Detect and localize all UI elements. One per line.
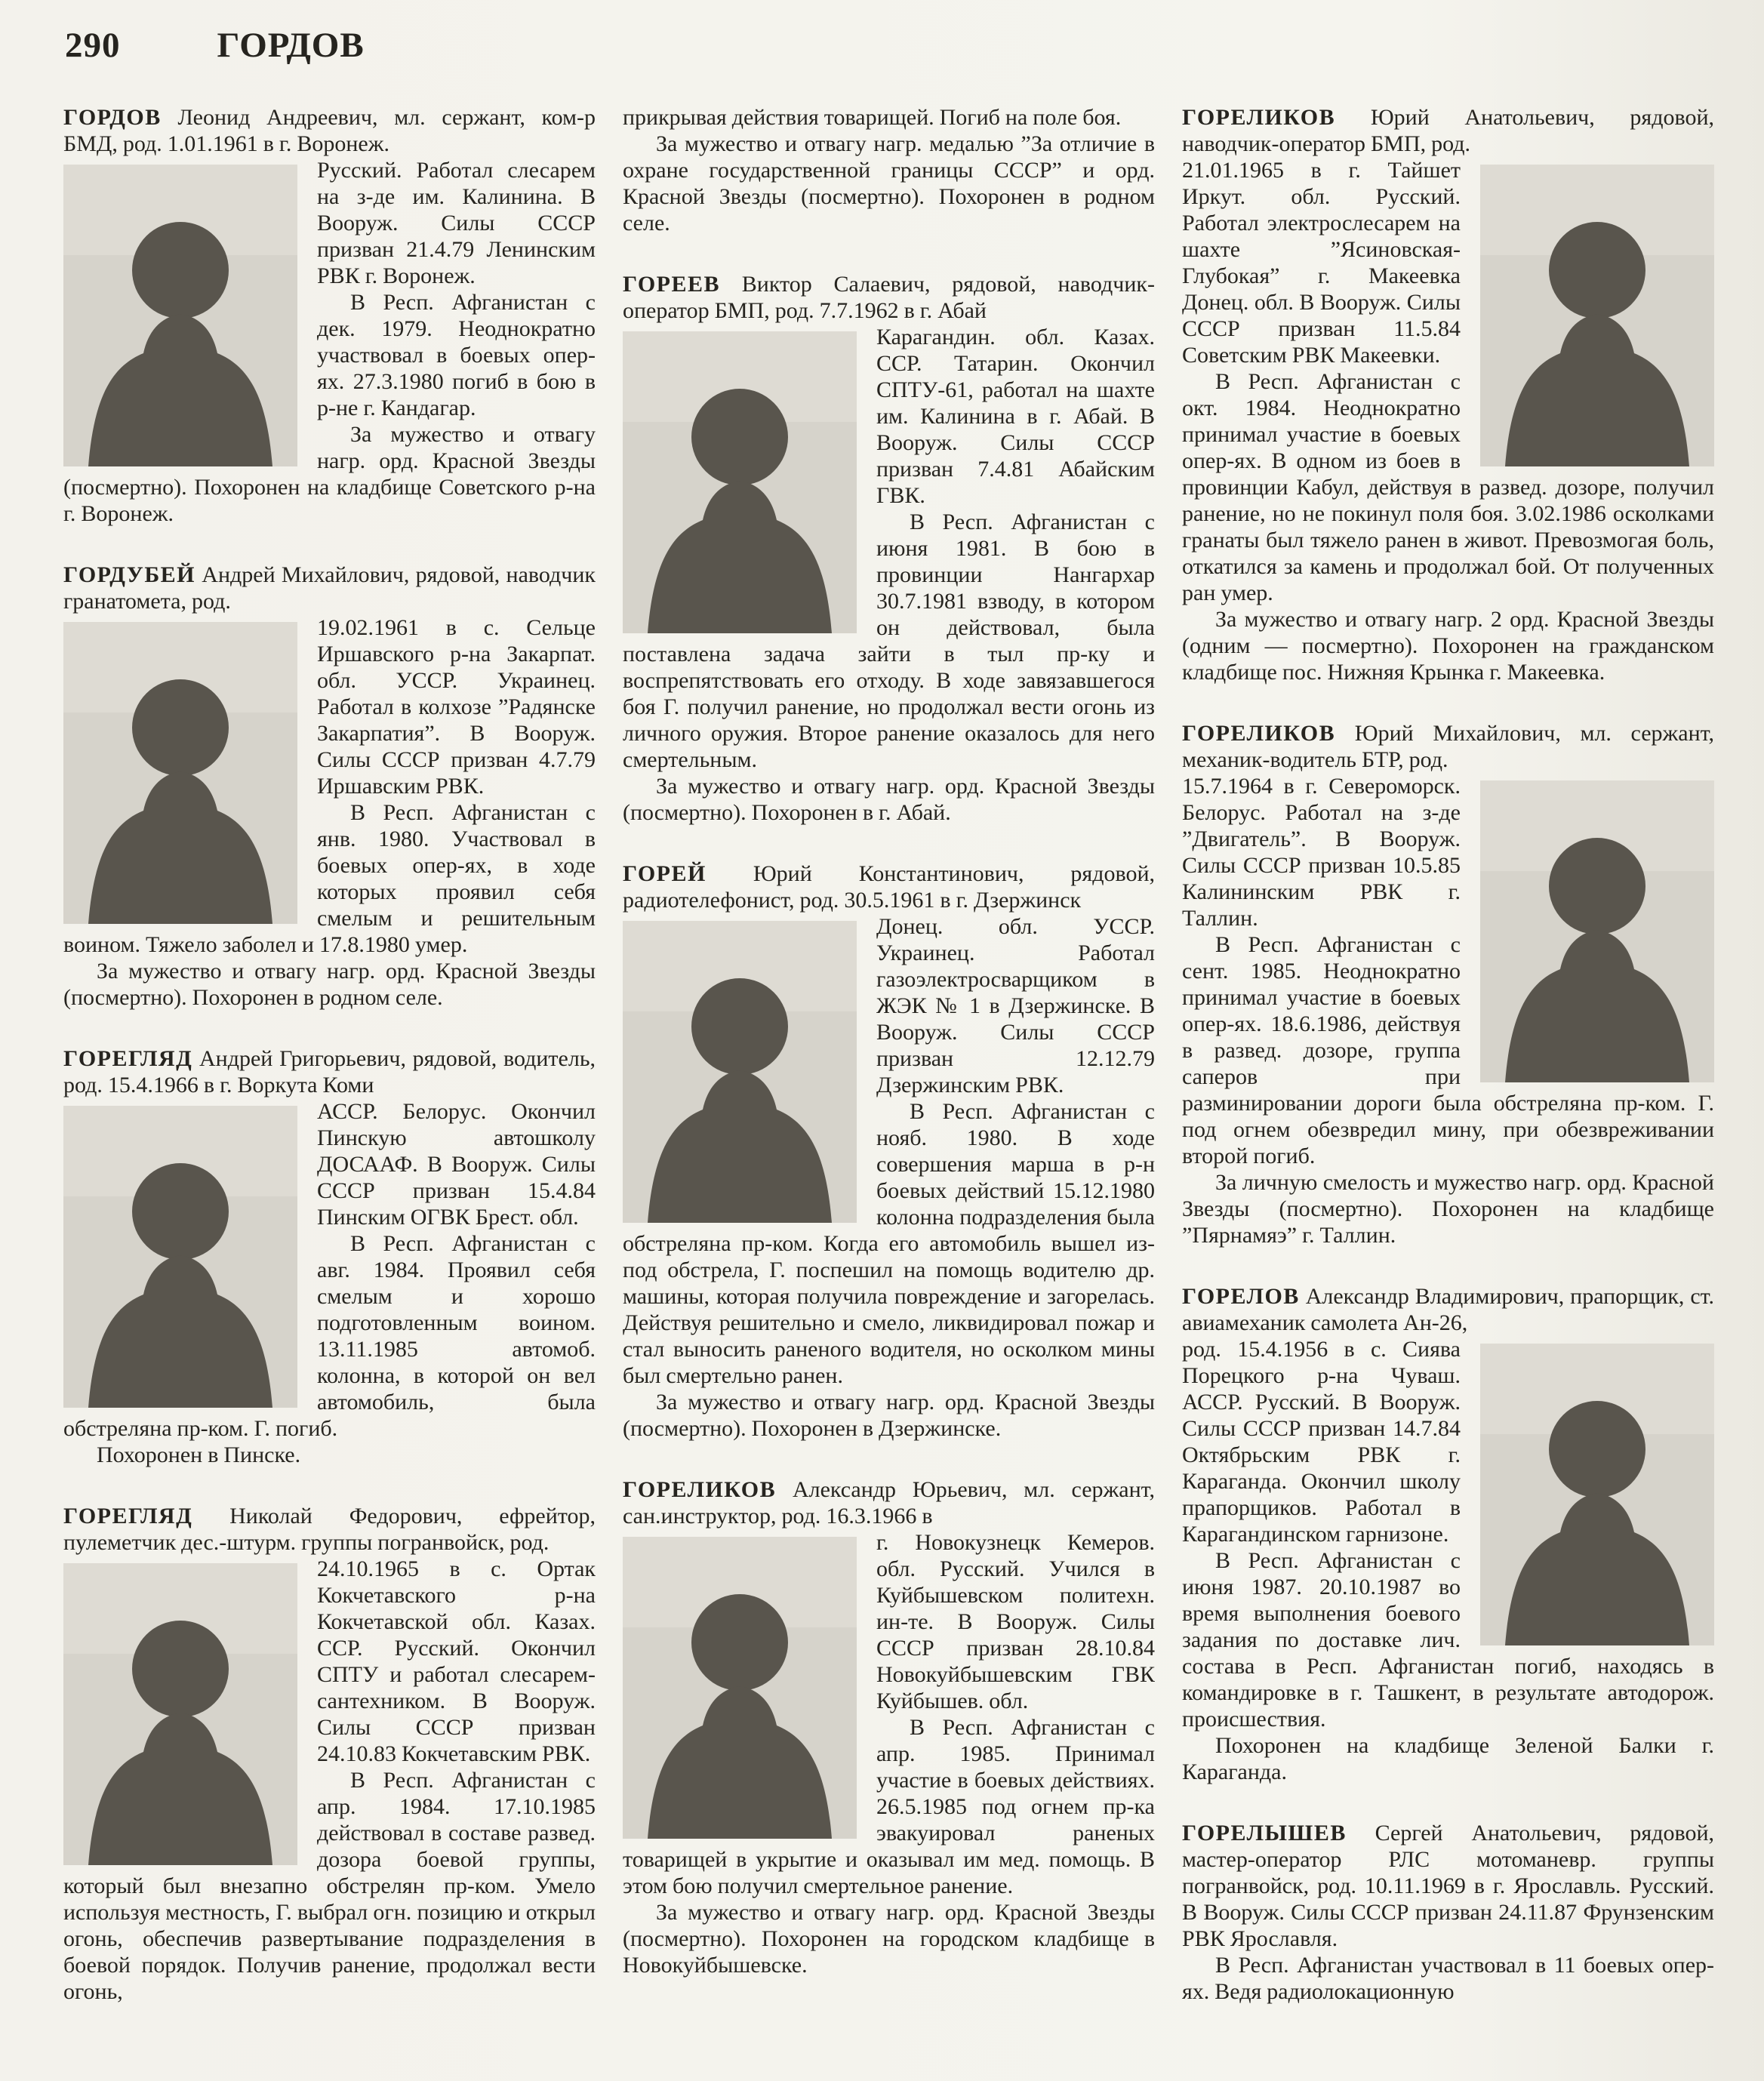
entry-bio-text: Донец. обл. УССР. Украинец. Работал газоэлектросварщиком в ЖЭК № 1 в Дзержинске. В Вооруж. Силы СССР призван 12.12.79 Дзержинским РВК.	[876, 914, 1155, 1097]
portrait-photo	[1480, 780, 1714, 1082]
memorial-entry	[63, 104, 596, 527]
entry-paragraph: В Респ. Афганистан с сент. 1985. Неоднократно принимал участие в боевых опер-ях. 18.6.1986, действуя в развед. дозоре, группа саперов при разминировании дороги была обстреляна пр-ком. Г. под огнем обезвредил мину, при обезвреживании второй погиб.	[1182, 932, 1714, 1168]
entry-lead-text: Андрей Григорьевич, рядовой, водитель, род. 15.4.1966 в г. Воркута Коми	[63, 1046, 596, 1097]
entry-lead-paragraph	[623, 104, 1155, 131]
entry-paragraph: За мужество и отвагу нагр. орд. Красной Звезды (посмертно). Похоронен в г. Абай.	[623, 774, 1155, 825]
entry-bio-text: род. 15.4.1956 в с. Сиява Порецкого р-на Чуваш. АССР. Русский. В Вооруж. Силы СССР призван 14.7.84 Октябрьским РВК г. Караганда. Окончил школу прапорщиков. Работал в Карагандинском гарнизоне.	[1182, 1337, 1461, 1547]
memorial-entry	[623, 860, 1155, 1442]
entry-lead-paragraph	[63, 1045, 596, 1098]
entry-surname: ГОРДУБЕЙ	[63, 562, 195, 587]
entry-paragraph: Похоронен в Пинске.	[97, 1442, 301, 1467]
portrait-silhouette-icon	[1480, 1344, 1714, 1645]
entry-lead-paragraph	[63, 1503, 596, 1556]
portrait-silhouette-icon	[63, 165, 297, 466]
portrait-photo	[623, 331, 857, 633]
entry-surname: ГОРЕЕВ	[623, 272, 721, 297]
column-1	[63, 104, 596, 2005]
portrait-silhouette-icon	[63, 1563, 297, 1865]
entry-paragraph: В Респ. Афганистан с июня 1987. 20.10.1987 во время выполнения боевого задания по доставке лич. состава в Респ. Афганистан погиб, находясь в командировке в г. Ташкент, в результате автодорож. происшествия.	[1182, 1548, 1714, 1732]
entry-bio-text: АССР. Белорус. Окончил Пинскую автошколу ДОСААФ. В Вооруж. Силы СССР призван 15.4.84 Пинским ОГВК Брест. обл.	[317, 1099, 596, 1230]
memorial-entry	[623, 1476, 1155, 1978]
entry-lead-paragraph	[63, 562, 596, 614]
entry-paragraph: В Респ. Афганистан с авг. 1984. Проявил себя смелым и хорошо подготовленным воином. 13.11.1985 автомоб. колонна, в которой он вел автомобиль, была обстреляна пр-ком. Г. погиб.	[63, 1231, 596, 1441]
portrait-silhouette-icon	[1480, 165, 1714, 466]
entry-surname: ГОРЕЛОВ	[1182, 1284, 1300, 1309]
entry-surname: ГОРЕЛЫШЕВ	[1182, 1821, 1347, 1846]
entry-lead-text: Юрий Константинович, рядовой, радиотелефонист, род. 30.5.1961 в г. Дзержинск	[623, 861, 1155, 913]
entry-paragraph: За мужество и отвагу нагр. орд. Красной Звезды (посмертно). Похоронен в родном селе.	[63, 959, 596, 1010]
entry-lead-text: прикрывая действия товарищей. Погиб на поле боя.	[623, 105, 1122, 130]
memorial-entry	[623, 271, 1155, 826]
entry-lead-text: Юрий Михайлович, мл. сержант, механик-водитель БТР, род.	[1182, 721, 1714, 772]
entry-surname: ГОРЕЛИКОВ	[623, 1477, 777, 1502]
portrait-photo	[1480, 1344, 1714, 1645]
entry-lead-paragraph	[623, 860, 1155, 913]
portrait-photo	[63, 1563, 297, 1865]
entry-surname: ГОРЕЛИКОВ	[1182, 721, 1336, 746]
portrait-silhouette-icon	[1480, 780, 1714, 1082]
memorial-entry	[63, 1045, 596, 1468]
entry-surname: ГОРЕЙ	[623, 861, 707, 886]
portrait-photo	[63, 622, 297, 924]
entry-paragraph: Похоронен на кладбище Зеленой Балки г. Караганда.	[1182, 1733, 1714, 1784]
entry-bio-text: 15.7.1964 в г. Североморск. Белорус. Работал на з-де ”Двигатель”. В Вооруж. Силы СССР призван 10.5.85 Калининским РВК г. Таллин.	[1182, 774, 1461, 931]
page-header-row	[65, 26, 1713, 65]
column-3	[1182, 104, 1714, 2005]
entry-bio-text: 21.01.1965 в г. Тайшет Иркут. обл. Русский. Работал электрослесарем на шахте ”Ясиновская-Глубокая” г. Макеевка Донец. обл. В Вооруж. Силы СССР призван 11.5.84 Советским РВК Макеевки.	[1182, 158, 1461, 368]
entry-lead-text: Леонид Андреевич, мл. сержант, ком-р БМД, род. 1.01.1961 в г. Воронеж.	[63, 105, 596, 156]
entry-surname: ГОРЕГЛЯД	[63, 1046, 193, 1071]
portrait-photo	[63, 1106, 297, 1408]
entry-paragraph: В Респ. Афганистан с июня 1981. В бою в провинции Нангархар 30.7.1981 взводу, в котором он действовал, была поставлена задача зайти в тыл пр-ку и воспрепятствовать его отходу. В ходе завязавшегося боя Г. получил ранение, но продолжал вести огонь из личного оружия. Второе ранение оказалось для него смертельным.	[623, 509, 1155, 772]
portrait-photo	[623, 921, 857, 1223]
continuation-block	[623, 104, 1155, 236]
columns	[63, 104, 1713, 2005]
entry-lead-paragraph	[623, 1476, 1155, 1529]
entry-lead-text: Юрий Анатольевич, рядовой, наводчик-оператор БМП, род.	[1182, 105, 1714, 156]
memorial-entry	[63, 562, 596, 1011]
entry-paragraph: За мужество и отвагу нагр. орд. Красной Звезды (посмертно). Похоронен в Дзержинске.	[623, 1390, 1155, 1441]
entry-lead-text: Николай Федорович, ефрейтор, пулеметчик дес.-штурм. группы погранвойск, род.	[63, 1504, 596, 1555]
page-header-word: ГОРДОВ	[217, 26, 365, 65]
entry-paragraph: В Респ. Афганистан с дек. 1979. Неоднократно участвовал в боевых опер-ях. 27.3.1980 погиб в бою в р-не г. Кандагар.	[317, 290, 596, 420]
portrait-silhouette-icon	[623, 921, 857, 1223]
entry-lead-text: Сергей Анатольевич, рядовой, мастер-оператор РЛС мотоманевр. группы погранвойск, род. 10.11.1969 в г. Ярославль. Русский. В Вооруж. Силы СССР призван 24.11.87 Фрунзенским РВК Ярославля.	[1182, 1821, 1714, 1951]
entry-lead-paragraph	[1182, 1820, 1714, 1952]
entry-paragraph: В Респ. Афганистан участвовал в 11 боевых опер-ях. Ведя радиолокационную	[1182, 1953, 1714, 2004]
entry-surname: ГОРДОВ	[63, 105, 162, 130]
entry-paragraph: В Респ. Афганистан с апр. 1985. Принимал участие в боевых действиях. 26.5.1985 под огнем пр-ка эвакуировал раненых товарищей в укрытие и оказывал им мед. помощь. В этом бою получил смертельное ранение.	[623, 1715, 1155, 1898]
entry-paragraph: За мужество и отвагу нагр. медалью ”За отличие в охране государственной границы СССР” и орд. Красной Звезды (посмертно). Похоронен в родном селе.	[623, 131, 1155, 235]
memorial-entry	[1182, 1283, 1714, 1785]
entry-lead-paragraph	[1182, 104, 1714, 157]
entry-lead-paragraph	[1182, 1283, 1714, 1336]
memorial-entry	[1182, 104, 1714, 685]
memorial-entry	[63, 1503, 596, 2005]
portrait-silhouette-icon	[63, 622, 297, 924]
entry-paragraph: В Респ. Афганистан с окт. 1984. Неоднократно принимал участие в боевых опер-ях. В одном из боев в провинции Кабул, действуя в развед. дозоре, получил ранение, но не покинул поля боя. 3.02.1986 осколками гранаты был тяжело ранен в живот. Превозмогая боль, откатился за камень и продолжал бой. От полученных ран умер.	[1182, 369, 1714, 605]
entry-lead-paragraph	[1182, 720, 1714, 773]
entry-paragraph: В Респ. Афганистан с апр. 1984. 17.10.1985 действовал в составе развед. дозора боевой группы, который был внезапно обстрелян пр-ком. Умело используя местность, Г. выбрал огн. позицию и открыл огонь, обеспечив развертывание подразделения в боевой порядок. Получив ранение, продолжал вести огонь,	[63, 1768, 596, 2004]
entry-lead-paragraph	[63, 104, 596, 157]
page-number: 290	[65, 26, 121, 65]
entry-bio-text: г. Новокузнецк Кемеров. обл. Русский. Учился в Куйбышевском политехн. ин-те. В Вооруж. Силы СССР призван 28.10.84 Новокуйбышевским ГВК Куйбышев. обл.	[876, 1530, 1155, 1713]
memorial-entry	[1182, 720, 1714, 1248]
entry-lead-text: Александр Владимирович, прапорщик, ст. авиамеханик самолета Ан-26,	[1182, 1284, 1714, 1335]
entry-lead-text: Виктор Салаевич, рядовой, наводчик-оператор БМП, род. 7.7.1962 в г. Абай	[623, 272, 1155, 323]
entry-bio-text: Русский. Работал слесарем на з-де им. Калинина. В Вооруж. Силы СССР призван 21.4.79 Ленинским РВК г. Воронеж.	[317, 158, 596, 288]
entry-paragraph: За мужество и отвагу нагр. орд. Красной Звезды (посмертно). Похоронен на городском кладбище в Новокуйбышевске.	[623, 1900, 1155, 1978]
entry-bio-text: 24.10.1965 в с. Ортак Кокчетавского р-на Кокчетавской обл. Казах. ССР. Русский. Окончил СПТУ и работал слесарем-сантехником. В Вооруж. Силы СССР призван 24.10.83 Кокчетавским РВК.	[317, 1556, 596, 1766]
portrait-photo	[63, 165, 297, 466]
entry-surname: ГОРЕГЛЯД	[63, 1504, 193, 1528]
entry-lead-text: Андрей Михайлович, рядовой, наводчик гранатомета, род.	[63, 562, 596, 614]
entry-paragraph: За мужество и отвагу нагр. 2 орд. Красной Звезды (одним — посмертно). Похоронен на гражданском кладбище пос. Нижняя Крынка г. Макеевка.	[1182, 607, 1714, 685]
entry-lead-text: Александр Юрьевич, мл. сержант, сан.инструктор, род. 16.3.1966 в	[623, 1477, 1155, 1528]
column-2	[623, 104, 1155, 2005]
entry-bio-text: Карагандин. обл. Казах. ССР. Татарин. Окончил СПТУ-61, работал на шахте им. Калинина в г. Абай. В Вооруж. Силы СССР призван 7.4.81 Абайским ГВК.	[876, 325, 1155, 508]
entry-paragraph: В Респ. Афганистан с нояб. 1980. В ходе совершения марша в р-н боевых действий 15.12.1980 колонна подразделения была обстреляна пр-ком. Когда его автомобиль вышел из-под обстрела, Г. поспешил на помощь водителю др. машины, которая получила повреждение и загорелась. Действуя решительно и смело, ликвидировал пожар и стал выносить раненого водителя, но осколком мины был смертельно ранен.	[623, 1099, 1155, 1388]
portrait-photo	[623, 1537, 857, 1839]
entry-surname: ГОРЕЛИКОВ	[1182, 105, 1336, 130]
memorial-entry	[1182, 1820, 1714, 2005]
entry-paragraph: За мужество и отвагу нагр. орд. Красной Звезды (посмертно). Похоронен на кладбище Советского р-на г. Воронеж.	[63, 422, 596, 526]
entry-lead-paragraph	[623, 271, 1155, 324]
entry-paragraph: За личную смелость и мужество нагр. орд. Красной Звезды (посмертно). Похоронен на кладбище ”Пярнамяэ” г. Таллин.	[1182, 1170, 1714, 1248]
entry-paragraph: В Респ. Афганистан с янв. 1980. Участвовал в боевых опер-ях, в ходе которых проявил себя смелым и решительным воином. Тяжело заболел и 17.8.1980 умер.	[63, 800, 596, 957]
entry-bio-text: 19.02.1961 в с. Сельце Иршавского р-на Закарпат. обл. УССР. Украинец. Работал в колхозе ”Радянске Закарпатия”. В Вооруж. Силы СССР призван 4.7.79 Иршавским РВК.	[317, 615, 596, 799]
portrait-photo	[1480, 165, 1714, 466]
portrait-silhouette-icon	[623, 331, 857, 633]
portrait-silhouette-icon	[63, 1106, 297, 1408]
portrait-silhouette-icon	[623, 1537, 857, 1839]
